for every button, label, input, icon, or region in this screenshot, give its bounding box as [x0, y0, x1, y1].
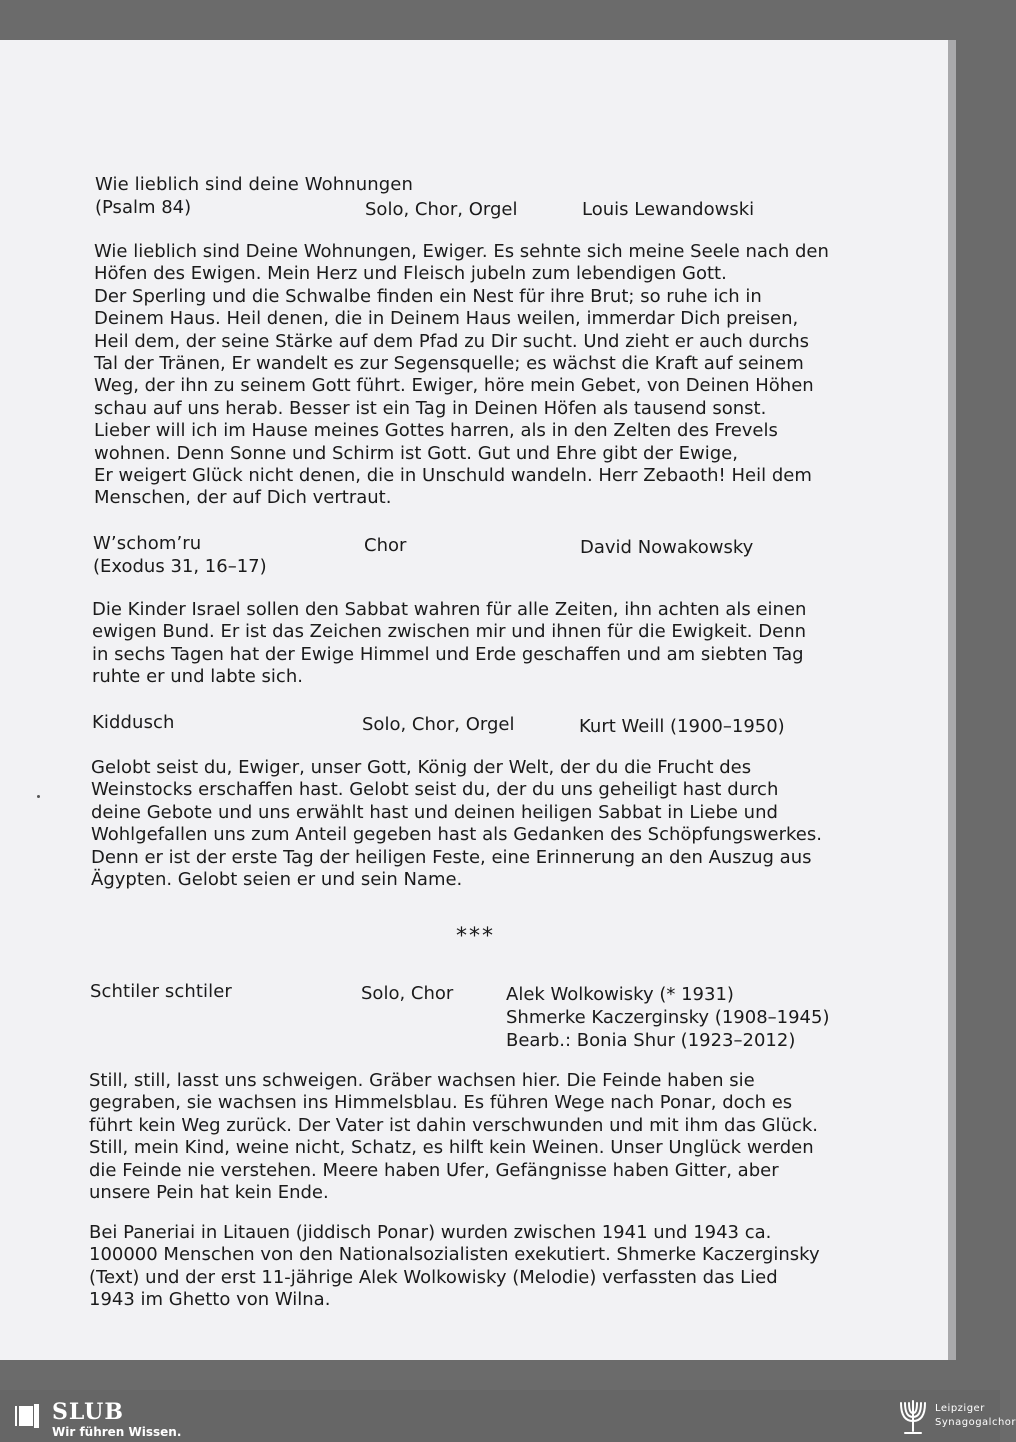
section-composer: Kurt Weill (1900–1950) [579, 716, 785, 737]
section-lyricist: Shmerke Kaczerginsky (1908–1945) [506, 1007, 830, 1028]
section-ensemble: Solo, Chor, Orgel [365, 199, 518, 220]
text-line: Heil dem, der seine Stärke auf dem Pfad zu Dir sucht. Und zieht er auch durchs [94, 330, 809, 352]
text-line: Wie lieblich sind Deine Wohnungen, Ewiger. Es sehnte sich meine Seele nach den [94, 241, 829, 262]
menorah-icon [895, 1397, 931, 1437]
section-text [91, 757, 822, 891]
library-tagline: Wir führen Wissen. [52, 1425, 182, 1439]
section-composer: David Nowakowsky [580, 537, 754, 558]
text-line: Wohlgefallen uns zum Anteil gegeben hast als Gedanken des Schöpfungswerkes. [91, 824, 822, 846]
text-line: deine Gebote und uns erwählt hast und deinen heiligen Sabbat in Liebe und [91, 801, 778, 823]
text-line: führt kein Weg zurück. Der Vater ist dahin verschwunden und mit ihm das Glück. [89, 1114, 818, 1136]
text-line: in sechs Tagen hat der Ewige Himmel und Erde geschaffen und am siebten Tag [92, 643, 804, 665]
section-arranger: Bearb.: Bonia Shur (1923–2012) [506, 1030, 796, 1051]
text-line: Still, mein Kind, weine nicht, Schatz, es hilft kein Weinen. Unser Unglück werden [89, 1137, 814, 1159]
section-reference: (Exodus 31, 16–17) [93, 556, 267, 577]
section-composer: Alek Wolkowisky (* 1931) [506, 984, 734, 1005]
section-composer: Louis Lewandowski [582, 199, 755, 220]
text-line: 100000 Menschen von den Nationalsozialisten exekutiert. Shmerke Kaczerginsky [89, 1244, 820, 1266]
section-title: Kiddusch [92, 712, 175, 733]
text-line: gegraben, sie wachsen ins Himmelsblau. Es führen Wege nach Ponar, doch es [89, 1092, 793, 1114]
text-line: Der Sperling und die Schwalbe finden ein Nest für ihre Brut; so ruhe ich in [94, 285, 762, 307]
library-name[interactable]: SLUB [52, 1399, 124, 1425]
text-line: schau auf uns herab. Besser ist ein Tag in Deinen Höfen als tausend sonst. [94, 397, 767, 419]
text-line: Lieber will ich im Hause meines Gottes harren, als in den Zelten des Frevels [94, 420, 778, 442]
text-line: Deinem Haus. Heil denen, die in Deinem Haus weilen, immerdar Dich preisen, [94, 308, 799, 330]
text-line: Ägypten. Gelobt seien er und sein Name. [91, 869, 463, 891]
text-line: Weinstocks erschaffen hast. Gelobt seist du, der du uns geheiligt hast durch [91, 779, 779, 801]
text-line: wohnen. Denn Sonne und Schirm ist Gott. Gut und Ehre gibt der Ewige, [94, 442, 738, 464]
text-line: 1943 im Ghetto von Wilna. [89, 1289, 331, 1311]
choir-name-line2: Synagogalchor [935, 1417, 1016, 1428]
section-reference: (Psalm 84) [95, 197, 192, 218]
text-line: Tal der Tränen, Er wandelt es zur Segensquelle; es wächst die Kraft auf seinem [94, 353, 804, 375]
section-title: Schtiler schtiler [90, 981, 232, 1002]
section-text [92, 599, 806, 689]
text-line: die Feinde nie verstehen. Meere haben Ufer, Gefängnisse haben Gitter, aber [89, 1159, 779, 1181]
text-line: Er weigert Glück nicht denen, die in Unschuld wandeln. Herr Zebaoth! Heil dem [94, 465, 812, 487]
footer-bar [0, 1390, 1016, 1442]
text-line: Die Kinder Israel sollen den Sabbat wahren für alle Zeiten, ihn achten als einen [92, 599, 807, 620]
text-line: ewigen Bund. Er ist das Zeichen zwischen mir und ihnen für die Ewigkeit. Denn [92, 621, 807, 643]
choir-name[interactable] [935, 1402, 1016, 1430]
text-line: Höfen des Ewigen. Mein Herz und Fleisch jubeln zum lebendigen Gott. [94, 263, 727, 285]
text-line: (Text) und der erst 11-jährige Alek Wolkowisky (Melodie) verfassten das Lied [89, 1266, 778, 1288]
text-line: Bei Paneriai in Litauen (jiddisch Ponar) wurden zwischen 1941 und 1943 ca. [89, 1222, 772, 1243]
section-title: W’schom’ru [93, 533, 202, 554]
book-icon [14, 1404, 40, 1428]
text-line: Menschen, der auf Dich vertraut. [94, 487, 392, 509]
section-ensemble: Solo, Chor [361, 983, 454, 1004]
text-line: ruhte er und labte sich. [92, 666, 303, 688]
section-separator: *** [456, 924, 495, 949]
section-text [94, 241, 829, 510]
text-line: Weg, der ihn zu seinem Gott führt. Ewiger, höre mein Gebet, von Deinen Höhen [94, 375, 814, 397]
text-line: Gelobt seist du, Ewiger, unser Gott, König der Welt, der du die Frucht des [91, 757, 752, 778]
section-title: Wie lieblich sind deine Wohnungen [95, 174, 413, 195]
section-text [89, 1070, 818, 1204]
text-line: Denn er ist der erste Tag der heiligen Feste, eine Erinnerung an den Auszug aus [91, 846, 812, 868]
choir-name-line1: Leipziger [935, 1403, 985, 1414]
section-ensemble: Chor [364, 535, 407, 556]
text-line: unsere Pein hat kein Ende. [89, 1182, 329, 1204]
section-note [89, 1222, 820, 1312]
section-ensemble: Solo, Chor, Orgel [362, 714, 515, 735]
text-line: Still, still, lasst uns schweigen. Gräber wachsen hier. Die Feinde haben sie [89, 1070, 755, 1091]
